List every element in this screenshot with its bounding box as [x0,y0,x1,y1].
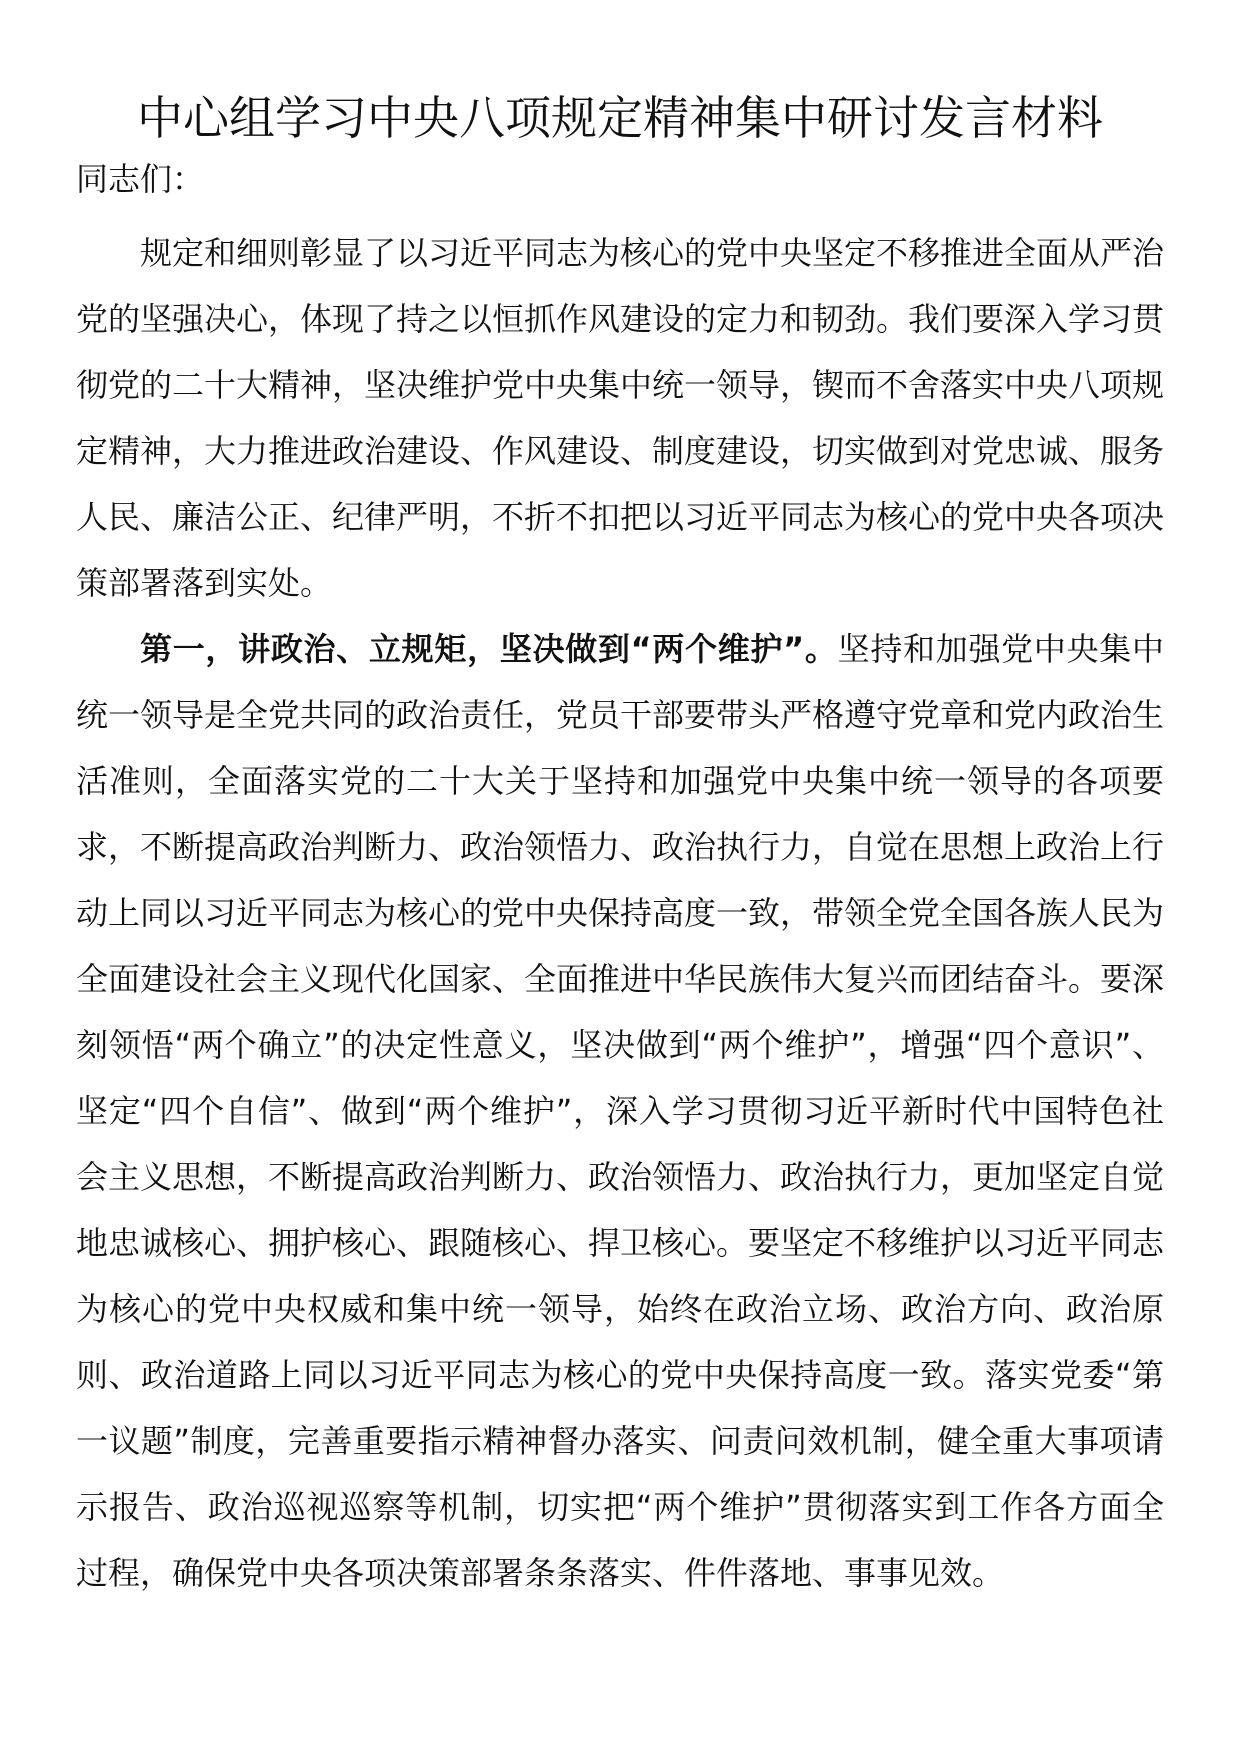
paragraph-2 [76,616,1164,1606]
document-title: 中心组学习中央八项规定精神集中研讨发言材料 [137,91,1103,145]
greeting: 同志们： [76,160,205,198]
paragraph-1-text: 规定和细则彰显了以习近平同志为核心的党中央坚定不移推进全面从严治党的坚强决心，体现了持之以恒抓作风建设的定力和韧劲。我们要深入学习贯彻党的二十大精神，坚决维护党中央集中统一领导，锲而不舍落实中央八项规定精神，大力推进政治建设、作风建设、制度建设，切实做到对党忠诚、服务人民、廉洁公正、纪律严明，不折不扣把以习近平同志为核心的党中央各项决策部署落到实处。 [76,234,1165,602]
paragraph-1 [76,220,1164,616]
paragraph-2-lead: 第一，讲政治、立规矩，坚决做到“两个维护”。 [140,630,838,668]
paragraph-2-text: 坚持和加强党中央集中统一领导是全党共同的政治责任，党员干部要带头严格遵守党章和党内政治生活准则，全面落实党的二十大关于坚持和加强党中央集中统一领导的各项要求，不断提高政治判断力、政治领悟力、政治执行力，自觉在思想上政治上行动上同以习近平同志为核心的党中央保持高度一致，带领全党全国各族人民为全面建设社会主义现代化国家、全面推进中华民族伟大复兴而团结奋斗。要深刻领悟“两个确立”的决定性意义，坚决做到“两个维护”，增强“四个意识”、坚定“四个自信”、做到“两个维护”，深入学习贯彻习近平新时代中国特色社会主义思想，不断提高政治判断力、政治领悟力、政治执行力，更加坚定自觉地忠诚核心、拥护核心、跟随核心、捍卫核心。要坚定不移维护以习近平同志为核心的党中央权威和集中统一领导，始终在政治立场、政治方向、政治原则、政治道路上同以习近平同志为核心的党中央保持高度一致。落实党委“第一议题”制度，完善重要指示精神督办落实、问责问效机制，健全重大事项请示报告、政治巡视巡察等机制，切实把“两个维护”贯彻落实到工作各方面全过程，确保党中央各项决策部署条条落实、件件落地、事事见效。 [76,630,1165,1592]
